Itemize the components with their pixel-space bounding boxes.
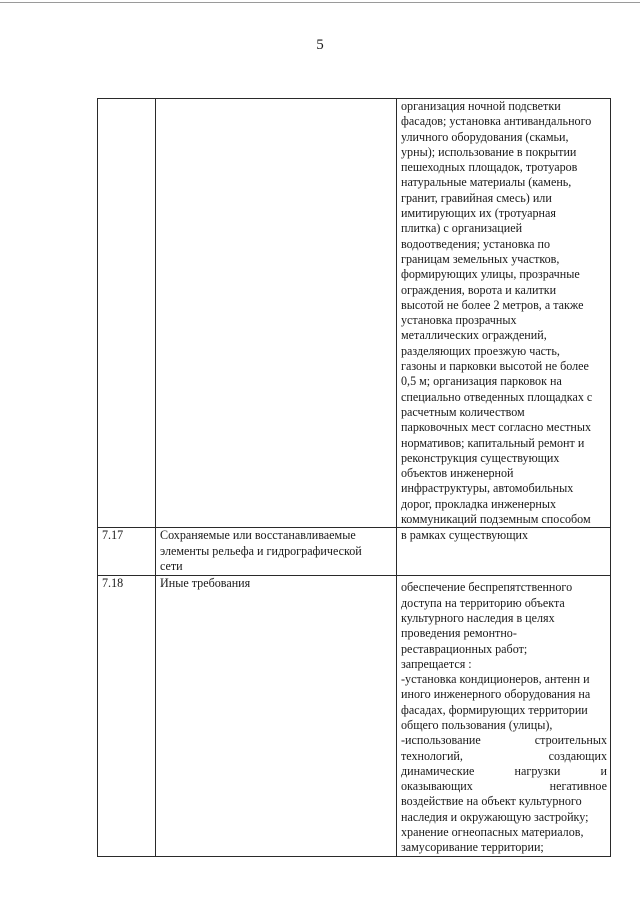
requirement-line: водоотведения; установка по bbox=[401, 236, 551, 251]
requirement-line: фасадах, формирующих территории bbox=[401, 702, 588, 717]
requirement-line: нормативов; капитальный ремонт и bbox=[401, 435, 585, 450]
requirement-line: коммуникаций подземным способом bbox=[401, 512, 591, 527]
requirement-line: разделяющих проезжую часть, bbox=[401, 343, 560, 358]
requirement-line: имитирующих их (тротуарная bbox=[401, 206, 556, 221]
requirement-line: объектов инженерной bbox=[401, 466, 514, 481]
cell-requirements bbox=[397, 99, 611, 528]
requirement-line: инфраструктуры, автомобильных bbox=[401, 481, 574, 496]
requirement-line: установка прозрачных bbox=[401, 313, 517, 328]
requirement-line: организация ночной подсветки bbox=[401, 99, 561, 113]
requirement-line: реставрационных работ; bbox=[401, 641, 528, 656]
requirement-line: границам земельных участков, bbox=[401, 251, 560, 266]
requirement-line: обеспечение беспрепятственного bbox=[401, 580, 573, 595]
requirement-line: хранение огнеопасных материалов, bbox=[401, 825, 584, 840]
name-line: элементы рельефа и гидрографической bbox=[160, 543, 362, 558]
cell-number: 7.17 bbox=[98, 528, 156, 576]
requirement-line: иного инженерного оборудования на bbox=[401, 687, 591, 702]
cell-name bbox=[156, 528, 397, 576]
name-line: сети bbox=[160, 558, 183, 573]
cell-number bbox=[98, 99, 156, 528]
requirement-line: фасадов; установка антивандального bbox=[401, 114, 592, 129]
requirement-line: металлических ограждений, bbox=[401, 328, 547, 343]
requirement-line: высотой не более 2 метров, а также bbox=[401, 297, 584, 312]
requirement-line: проведения ремонтно- bbox=[401, 626, 517, 641]
requirement-line: пешеходных площадок, тротуаров bbox=[401, 160, 578, 175]
requirement-line: -использование строительных bbox=[401, 733, 607, 748]
cell-requirements bbox=[397, 576, 611, 856]
table-row bbox=[98, 576, 611, 856]
table-row bbox=[98, 99, 611, 528]
cell-name bbox=[156, 576, 397, 856]
cell-requirements bbox=[397, 528, 611, 576]
page-number: 5 bbox=[316, 37, 324, 53]
requirement-line: гранит, гравийная смесь) или bbox=[401, 190, 552, 205]
requirement-line: доступа на территорию объекта bbox=[401, 595, 565, 610]
cell-name bbox=[156, 99, 397, 528]
requirement-line: урны); использование в покрытии bbox=[401, 144, 577, 159]
requirement-line: замусоривание территории; bbox=[401, 840, 544, 855]
requirement-line: формирующих улицы, прозрачные bbox=[401, 267, 580, 282]
requirements-table bbox=[97, 98, 611, 857]
name-line: Сохраняемые или восстанавливаемые bbox=[160, 528, 356, 543]
requirement-line: реконструкция существующих bbox=[401, 450, 560, 465]
top-border-line bbox=[0, 2, 640, 3]
requirement-line: натуральные материалы (камень, bbox=[401, 175, 572, 190]
requirement-line: 0,5 м; организация парковок на bbox=[401, 374, 562, 389]
requirement-line: оказывающих негативное bbox=[401, 779, 607, 794]
requirement-line: газоны и парковки высотой не более bbox=[401, 359, 589, 374]
requirement-line: -установка кондиционеров, антенн и bbox=[401, 672, 590, 687]
requirement-line: ограждения, ворота и калитки bbox=[401, 282, 557, 297]
requirement-line: расчетным количеством bbox=[401, 404, 525, 419]
requirement-line: дорог, прокладка инженерных bbox=[401, 496, 557, 511]
requirement-line: культурного наследия в целях bbox=[401, 610, 555, 625]
requirement-line: общего пользования (улицы), bbox=[401, 717, 553, 732]
requirement-line: технологий, создающих bbox=[401, 748, 607, 763]
cell-number: 7.18 bbox=[98, 576, 156, 856]
requirement-line: в рамках существующих bbox=[401, 528, 529, 543]
requirement-line: динамические нагрузки и bbox=[401, 763, 607, 778]
requirement-line: плитка) с организацией bbox=[401, 221, 523, 236]
table-row bbox=[98, 528, 611, 576]
requirement-line: наследия и окружающую застройку; bbox=[401, 809, 589, 824]
requirement-line: парковочных мест согласно местных bbox=[401, 420, 591, 435]
name-line: Иные требования bbox=[160, 576, 251, 591]
requirement-line: специально отведенных площадках с bbox=[401, 389, 593, 404]
requirement-line: уличного оборудования (скамьи, bbox=[401, 129, 569, 144]
requirement-line: воздействие на объект культурного bbox=[401, 794, 582, 809]
requirement-line: запрещается : bbox=[401, 656, 472, 671]
